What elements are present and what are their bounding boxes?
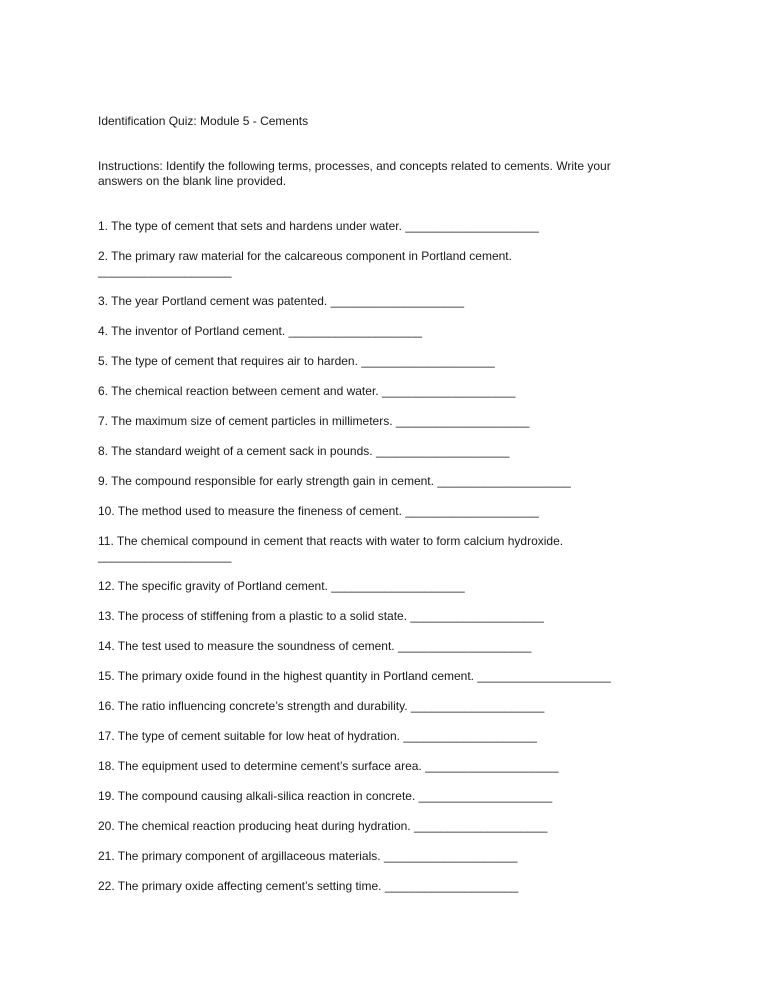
- question-item: [98, 294, 658, 324]
- answer-blank-line[interactable]: ____________________: [383, 849, 518, 863]
- question-item: [98, 699, 658, 729]
- instructions-text: Instructions: Identify the following terms, processes, and concepts related to cements. Write your answers on the blank line provided.: [98, 159, 611, 188]
- answer-blank-line[interactable]: ____________________: [425, 759, 559, 773]
- question-item: [98, 669, 658, 699]
- question-item: [98, 324, 658, 354]
- question-text: 9. The compound responsible for early strength gain in cement.: [98, 474, 434, 488]
- answer-blank-line[interactable]: ____________________: [288, 324, 423, 338]
- question-item: [98, 249, 658, 294]
- answer-blank-line[interactable]: ____________________: [405, 219, 539, 233]
- question-text: 15. The primary oxide found in the highest quantity in Portland cement.: [98, 669, 475, 683]
- question-item: [98, 444, 658, 474]
- question-item: [98, 729, 658, 759]
- question-text: 1. The type of cement that sets and hardens under water.: [98, 219, 402, 233]
- question-text: 19. The compound causing alkali-silica reaction in concrete.: [98, 789, 416, 803]
- answer-blank-line[interactable]: ____________________: [477, 669, 611, 683]
- question-item: [98, 819, 658, 849]
- answer-blank-line[interactable]: ____________________: [437, 474, 571, 488]
- question-text: 2. The primary raw material for the calcareous component in Portland cement.: [98, 249, 512, 263]
- question-item: [98, 504, 658, 534]
- question-item: [98, 879, 658, 909]
- quiz-title: Identification Quiz: Module 5 - Cements: [98, 114, 309, 128]
- question-item: [98, 414, 658, 444]
- question-item: [98, 639, 658, 669]
- question-item: [98, 579, 658, 609]
- answer-blank-line[interactable]: ____________________: [381, 384, 516, 398]
- answer-blank-line[interactable]: ____________________: [418, 789, 553, 803]
- question-text: 12. The specific gravity of Portland cement.: [98, 579, 328, 593]
- question-item: [98, 384, 658, 414]
- question-text: 22. The primary oxide affecting cement’s setting time.: [98, 879, 382, 893]
- answer-blank-line[interactable]: ____________________: [405, 504, 539, 518]
- question-text: 10. The method used to measure the fineness of cement.: [98, 504, 402, 518]
- question-list: [98, 219, 658, 909]
- answer-blank-line[interactable]: ____________________: [410, 609, 544, 623]
- answer-blank-line[interactable]: ____________________: [98, 549, 232, 563]
- question-item: [98, 534, 658, 579]
- answer-blank-line[interactable]: ____________________: [375, 444, 510, 458]
- question-text: 5. The type of cement that requires air to harden.: [98, 354, 358, 368]
- answer-blank-line[interactable]: ____________________: [384, 879, 519, 893]
- question-text: 14. The test used to measure the soundness of cement.: [98, 639, 395, 653]
- answer-blank-line[interactable]: ____________________: [330, 294, 465, 308]
- answer-blank-line[interactable]: ____________________: [98, 264, 232, 278]
- question-item: [98, 759, 658, 789]
- answer-blank-line[interactable]: ____________________: [410, 699, 545, 713]
- answer-blank-line[interactable]: ____________________: [331, 579, 465, 593]
- question-item: [98, 849, 658, 879]
- question-text: 20. The chemical reaction producing heat during hydration.: [98, 819, 411, 833]
- question-text: 8. The standard weight of a cement sack in pounds.: [98, 444, 373, 458]
- question-item: [98, 609, 658, 639]
- question-text: 3. The year Portland cement was patented.: [98, 294, 328, 308]
- question-item: [98, 219, 658, 249]
- answer-blank-line[interactable]: ____________________: [395, 414, 530, 428]
- question-text: 11. The chemical compound in cement that reacts with water to form calcium hydroxide.: [98, 534, 564, 548]
- question-text: 4. The inventor of Portland cement.: [98, 324, 286, 338]
- answer-blank-line[interactable]: ____________________: [397, 639, 532, 653]
- answer-blank-line[interactable]: ____________________: [403, 729, 537, 743]
- question-item: [98, 474, 658, 504]
- question-text: 18. The equipment used to determine cement’s surface area.: [98, 759, 422, 773]
- question-text: 13. The process of stiffening from a plastic to a solid state.: [98, 609, 408, 623]
- question-text: 6. The chemical reaction between cement and water.: [98, 384, 379, 398]
- answer-blank-line[interactable]: ____________________: [361, 354, 495, 368]
- answer-blank-line[interactable]: ____________________: [413, 819, 548, 833]
- question-text: 16. The ratio influencing concrete’s strength and durability.: [98, 699, 408, 713]
- question-item: [98, 354, 658, 384]
- question-item: [98, 789, 658, 819]
- question-text: 17. The type of cement suitable for low heat of hydration.: [98, 729, 400, 743]
- question-text: 21. The primary component of argillaceous materials.: [98, 849, 381, 863]
- question-text: 7. The maximum size of cement particles in millimeters.: [98, 414, 393, 428]
